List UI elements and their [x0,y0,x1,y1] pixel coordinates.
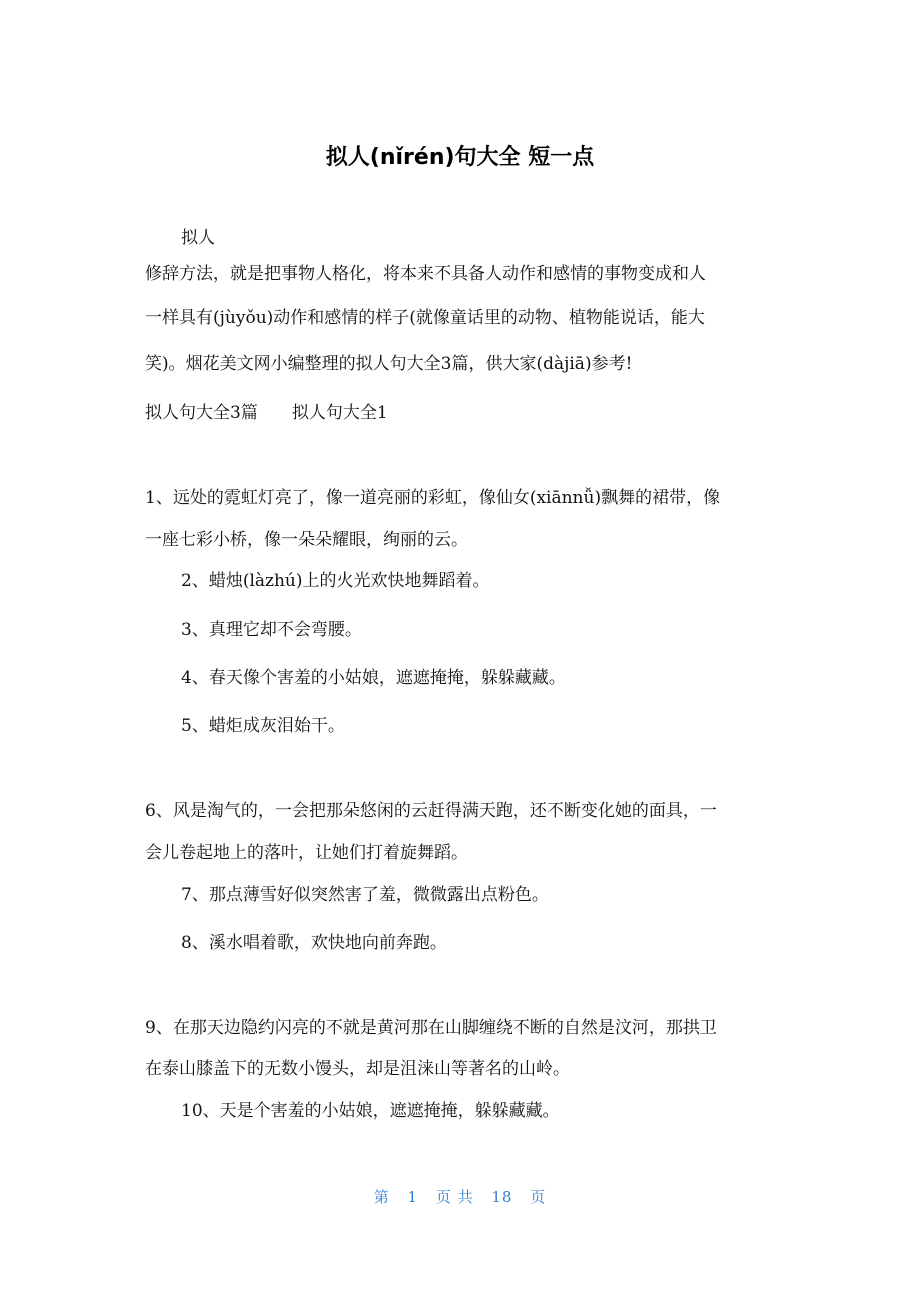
list-item: 1、远处的霓虹灯亮了，像一道亮丽的彩虹，像仙女(xiānnǚ)飘舞的裙带，像 [145,488,721,508]
list-item: 3、真理它却不会弯腰。 [181,620,362,640]
footer-prefix: 第 [373,1188,390,1206]
intro-line: 笑)。烟花美文网小编整理的拟人句大全3篇，供大家(dàjiā)参考! [145,354,633,374]
list-item: 7、那点薄雪好似突然害了羞，微微露出点粉色。 [181,885,549,905]
list-item-continuation: 一座七彩小桥，像一朵朵耀眼，绚丽的云。 [145,530,468,550]
list-item: 8、溪水唱着歌，欢快地向前奔跑。 [181,933,447,953]
document-title: 拟人(nǐrén)句大全 短一点 [325,145,595,170]
list-item-continuation: 在泰山膝盖下的无数小馒头，却是沮涞山等著名的山岭。 [145,1059,570,1079]
list-item: 9、在那天边隐约闪亮的不就是黄河那在山脚缠绕不断的自然是汶河，那拱卫 [145,1018,717,1038]
footer-total-pages: 18 [491,1188,513,1206]
footer-suffix: 页 [530,1188,547,1206]
list-item: 10、天是个害羞的小姑娘，遮遮掩掩，躲躲藏藏。 [181,1101,560,1121]
page-footer [0,1186,920,1208]
list-item: 6、风是淘气的，一会把那朵悠闲的云赶得满天跑，还不断变化她的面具，一 [145,801,717,821]
footer-middle: 页 共 [435,1188,474,1206]
intro-line: 修辞方法，就是把事物人格化，将本来不具备人动作和感情的事物变成和人 [145,264,706,284]
intro-line: 一样具有(jùyǒu)动作和感情的样子(就像童话里的动物、植物能说话，能大 [145,308,705,328]
section-label: 拟人句大全3篇 拟人句大全1 [145,403,388,423]
list-item: 4、春天像个害羞的小姑娘，遮遮掩掩，躲躲藏藏。 [181,668,566,688]
list-item-continuation: 会儿卷起地上的落叶，让她们打着旋舞蹈。 [145,843,468,863]
list-item: 5、蜡炬成灰泪始干。 [181,716,345,736]
footer-current-page: 1 [407,1188,419,1206]
intro-heading: 拟人 [181,228,215,248]
list-item: 2、蜡烛(làzhú)上的火光欢快地舞蹈着。 [181,571,490,591]
